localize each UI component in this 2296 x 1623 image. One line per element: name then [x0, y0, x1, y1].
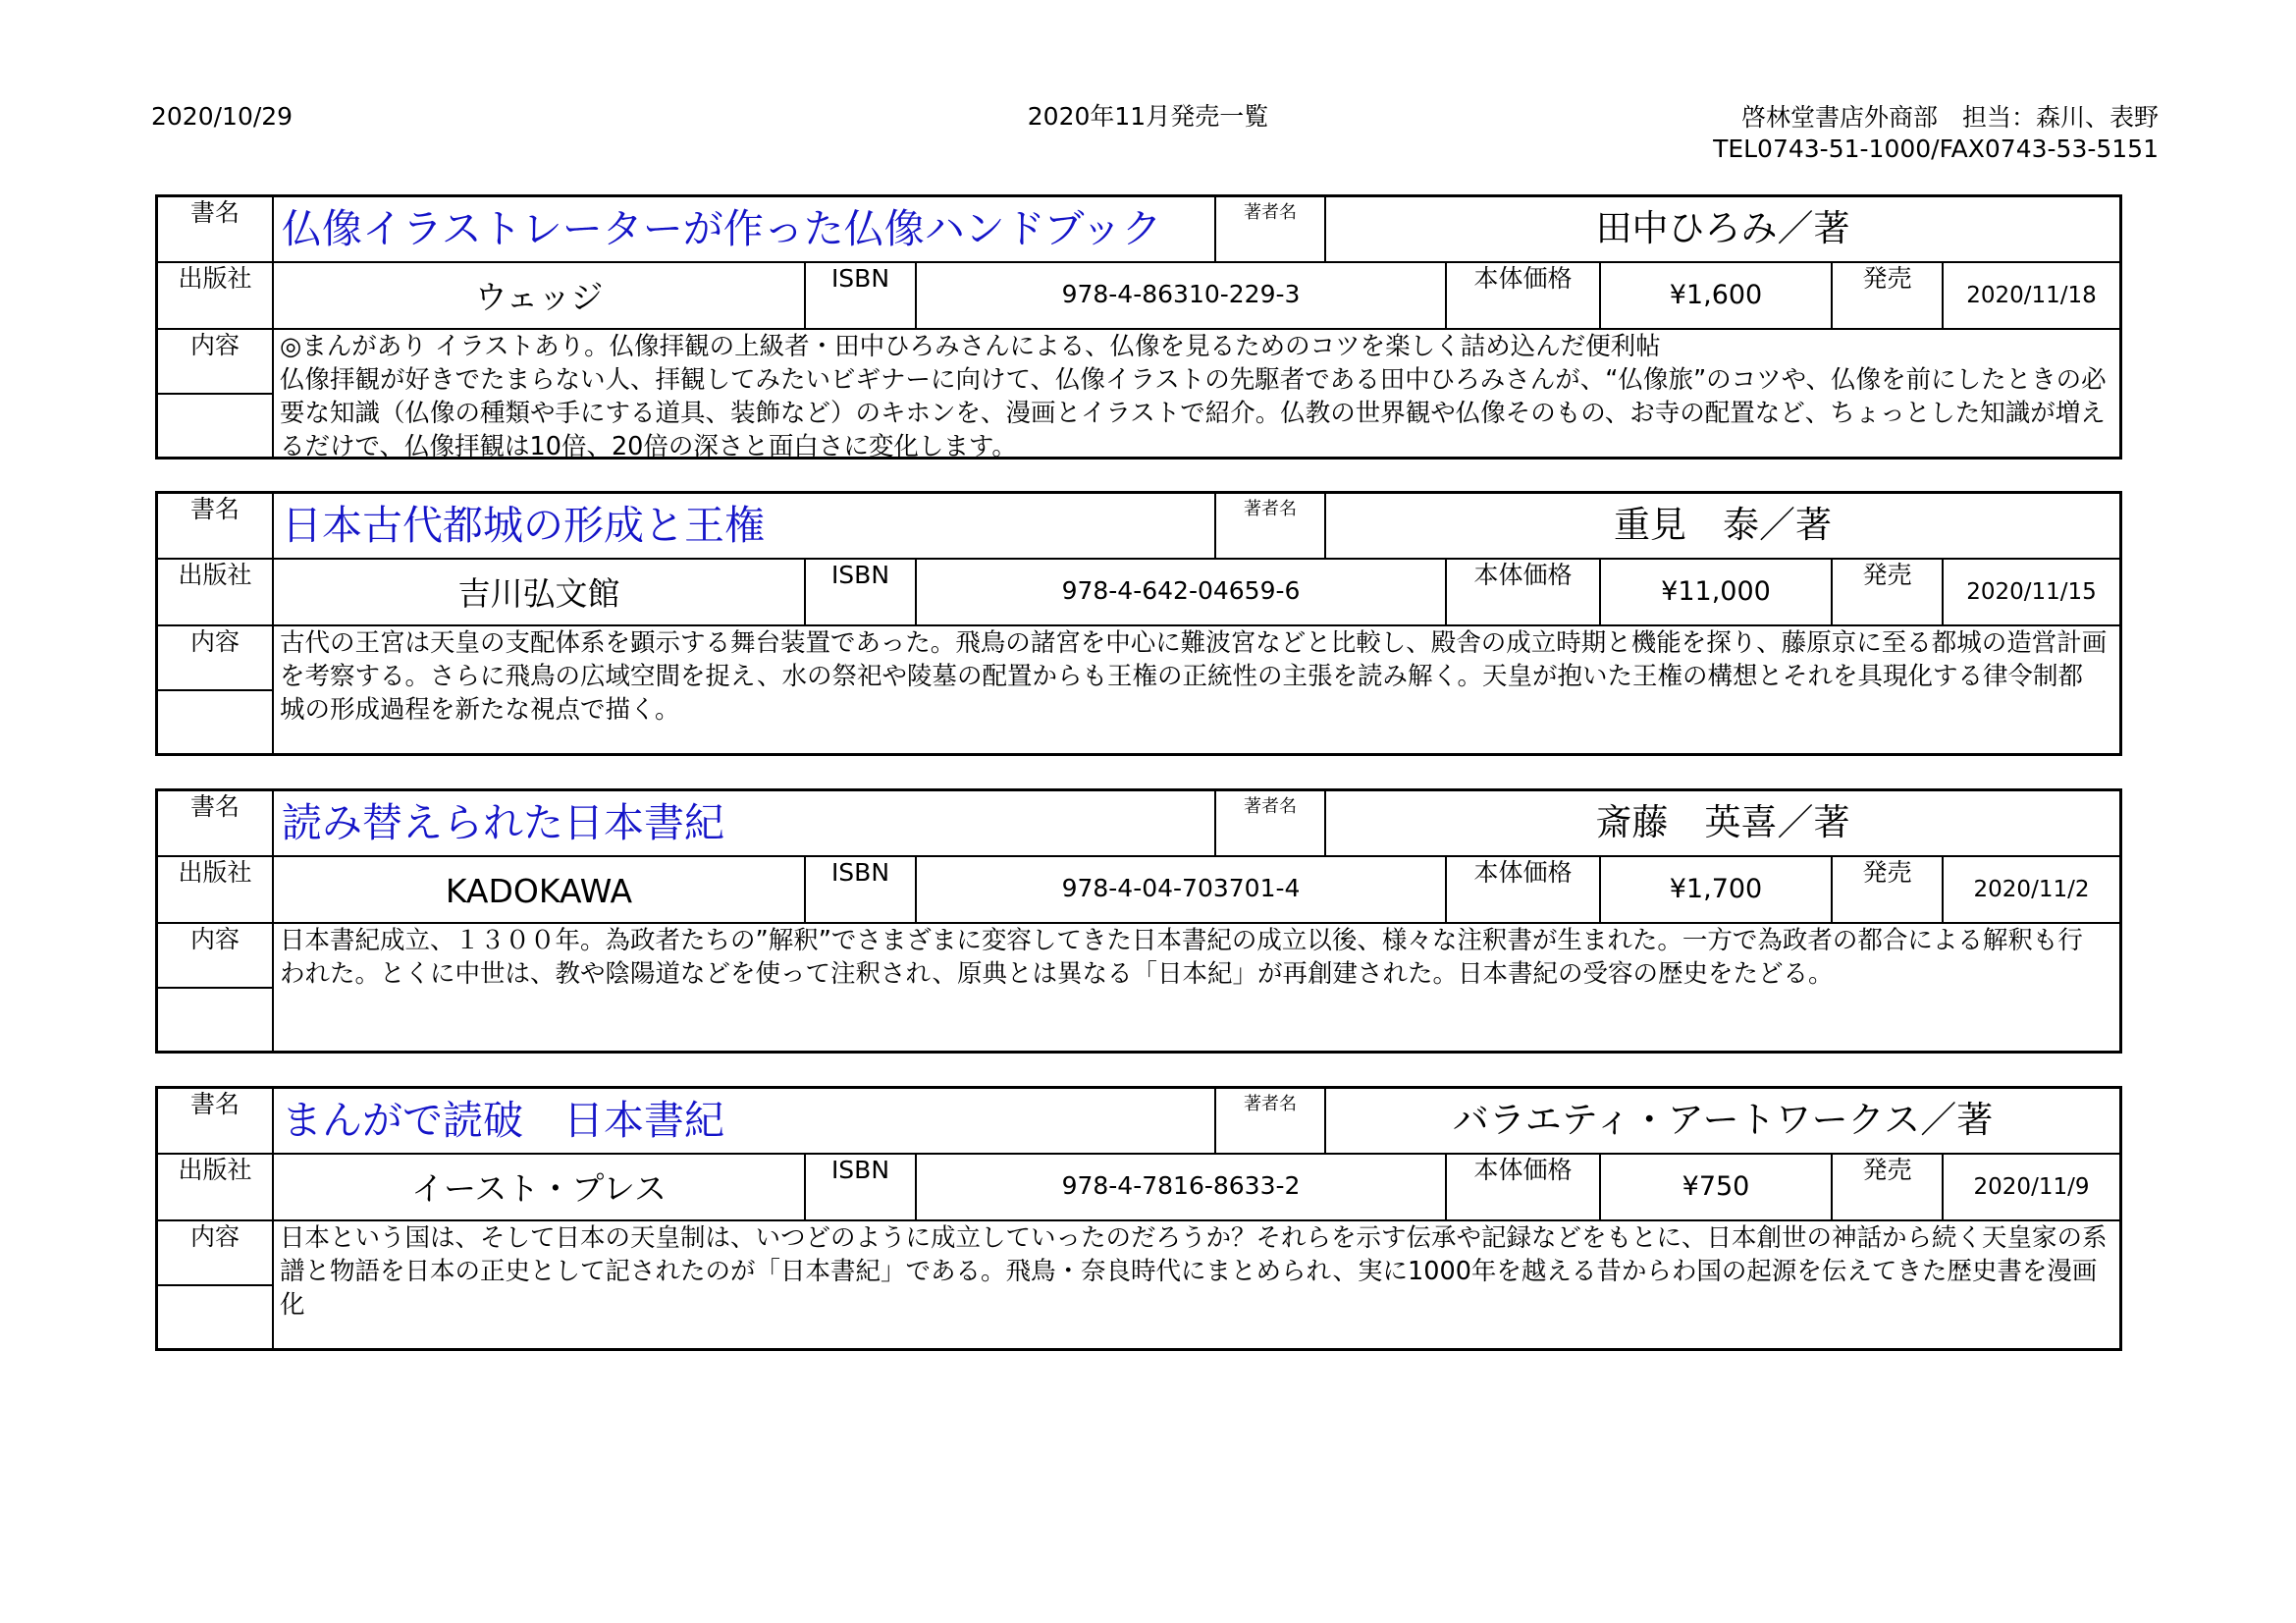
isbn-label: ISBN [806, 857, 917, 922]
book-price: ¥11,000 [1601, 560, 1833, 624]
book-description: ◎まんがあり イラストあり。仏像拝観の上級者・田中ひろみさんによる、仏像を見るためのコツを楽しく詰め込んだ便利帖 仏像拝観が好きでたまらない人、拝観してみたいビギナーに向けて、仏像イラストの先駆者である田中ひろみさんが、“仏像旅”のコツや、仏像を前にしたときの必要な知識（仏像の種類や手にする道具、装飾など）のキホンを、漫画とイラストで紹介。仏教の世界観や仏像そのもの、お寺の配置など、ちょっとした知識が増えるだけで、仏像拝観は10倍、20倍の深さと面白さに変化します。 [280, 332, 2107, 461]
book-record-3 [155, 788, 2122, 1054]
content-label: 内容 [158, 330, 274, 395]
document-title: 2020年11月発売一覧 [1027, 102, 1269, 131]
content-label-spacer [158, 989, 274, 1051]
book-publisher: イースト・プレス [274, 1155, 806, 1219]
title-label: 書名 [158, 791, 274, 855]
price-label: 本体価格 [1447, 263, 1601, 328]
author-label: 著者名 [1216, 197, 1326, 261]
book-record-4 [155, 1086, 2122, 1351]
content-label-spacer [158, 395, 274, 457]
book-title: 日本古代都城の形成と王権 [274, 494, 1216, 558]
isbn-label: ISBN [806, 263, 917, 328]
document-date: 2020/10/29 [151, 102, 294, 131]
publisher-label: 出版社 [158, 857, 274, 922]
release-label: 発売 [1833, 857, 1944, 922]
release-date: 2020/11/2 [1973, 877, 2090, 902]
book-description: 古代の王宮は天皇の支配体系を顕示する舞台装置であった。飛鳥の諸宮を中心に難波宮などと比較し、殿舎の成立時期と機能を探り、藤原京に至る都城の造営計画を考察する。さらに飛鳥の広域空間を捉え、水の祭祀や陵墓の配置からも王権の正統性の主張を読み解く。天皇が抱いた王権の構想とそれを具現化する律令制都城の形成過程を新たな視点で描く。 [280, 628, 2108, 725]
book-isbn: 978-4-04-703701-4 [917, 857, 1447, 922]
book-price: ¥1,700 [1601, 857, 1833, 922]
publisher-label: 出版社 [158, 1155, 274, 1219]
title-label: 書名 [158, 494, 274, 558]
book-isbn: 978-4-642-04659-6 [917, 560, 1447, 624]
author-label: 著者名 [1216, 494, 1326, 558]
book-isbn: 978-4-86310-229-3 [917, 263, 1447, 328]
book-description: 日本書紀成立、１３００年。為政者たちの”解釈”でさまざまに変容してきた日本書紀の成立以後、様々な注釈書が生まれた。一方で為政者の都合による解釈も行われた。とくに中世は、教や陰陽道などを使って注釈され、原典とは異なる「日本紀」が再創建された。日本書紀の受容の歴史をたどる。 [280, 926, 2083, 989]
content-label: 内容 [158, 924, 274, 989]
book-isbn: 978-4-7816-8633-2 [917, 1155, 1447, 1219]
isbn-label: ISBN [806, 1155, 917, 1219]
price-label: 本体価格 [1447, 560, 1601, 624]
content-label-spacer [158, 1286, 274, 1348]
book-record-2 [155, 491, 2122, 756]
book-price: ¥1,600 [1601, 263, 1833, 328]
book-author: 重見 泰／著 [1614, 504, 1832, 546]
book-publisher: ウェッジ [274, 263, 806, 328]
release-label: 発売 [1833, 263, 1944, 328]
book-author: バラエティ・アートワークス／著 [1452, 1099, 1994, 1141]
price-label: 本体価格 [1447, 857, 1601, 922]
book-price: ¥750 [1601, 1155, 1833, 1219]
isbn-label: ISBN [806, 560, 917, 624]
release-label: 発売 [1833, 560, 1944, 624]
book-author: 斎藤 英喜／著 [1595, 801, 1850, 843]
contact-info: TEL0743-51-1000/FAX0743-53-5151 [1713, 135, 2159, 163]
release-date: 2020/11/15 [1966, 579, 2097, 605]
content-label: 内容 [158, 626, 274, 691]
contact-block [1713, 102, 2159, 165]
author-label: 著者名 [1216, 1089, 1326, 1153]
release-date: 2020/11/18 [1966, 283, 2097, 308]
author-label: 著者名 [1216, 791, 1326, 855]
title-label: 書名 [158, 197, 274, 261]
price-label: 本体価格 [1447, 1155, 1601, 1219]
book-title: まんがで読破 日本書紀 [274, 1089, 1216, 1153]
release-label: 発売 [1833, 1155, 1944, 1219]
publisher-label: 出版社 [158, 560, 274, 624]
content-label-spacer [158, 691, 274, 753]
release-date: 2020/11/9 [1973, 1174, 2090, 1200]
book-author: 田中ひろみ／著 [1595, 207, 1850, 249]
book-title: 読み替えられた日本書紀 [274, 791, 1216, 855]
content-label: 内容 [158, 1221, 274, 1286]
book-title: 仏像イラストレーターが作った仏像ハンドブック [274, 197, 1216, 261]
book-publisher: 吉川弘文館 [274, 560, 806, 624]
book-description: 日本という国は、そして日本の天皇制は、いつどのように成立していったのだろうか？それらを示す伝承や記録などをもとに、日本創世の神話から続く天皇家の系譜と物語を日本の正史として記されたのが「日本書紀」である。飛鳥・奈良時代にまとめられ、実に1000年を越える昔からわ国の起源を伝えてきた歴史書を漫画化 [280, 1223, 2108, 1320]
book-record-1 [155, 194, 2122, 460]
publisher-label: 出版社 [158, 263, 274, 328]
title-label: 書名 [158, 1089, 274, 1153]
book-publisher: KADOKAWA [274, 857, 806, 922]
organization-name: 啓林堂書店外商部 担当：森川、表野 [1740, 103, 2159, 132]
